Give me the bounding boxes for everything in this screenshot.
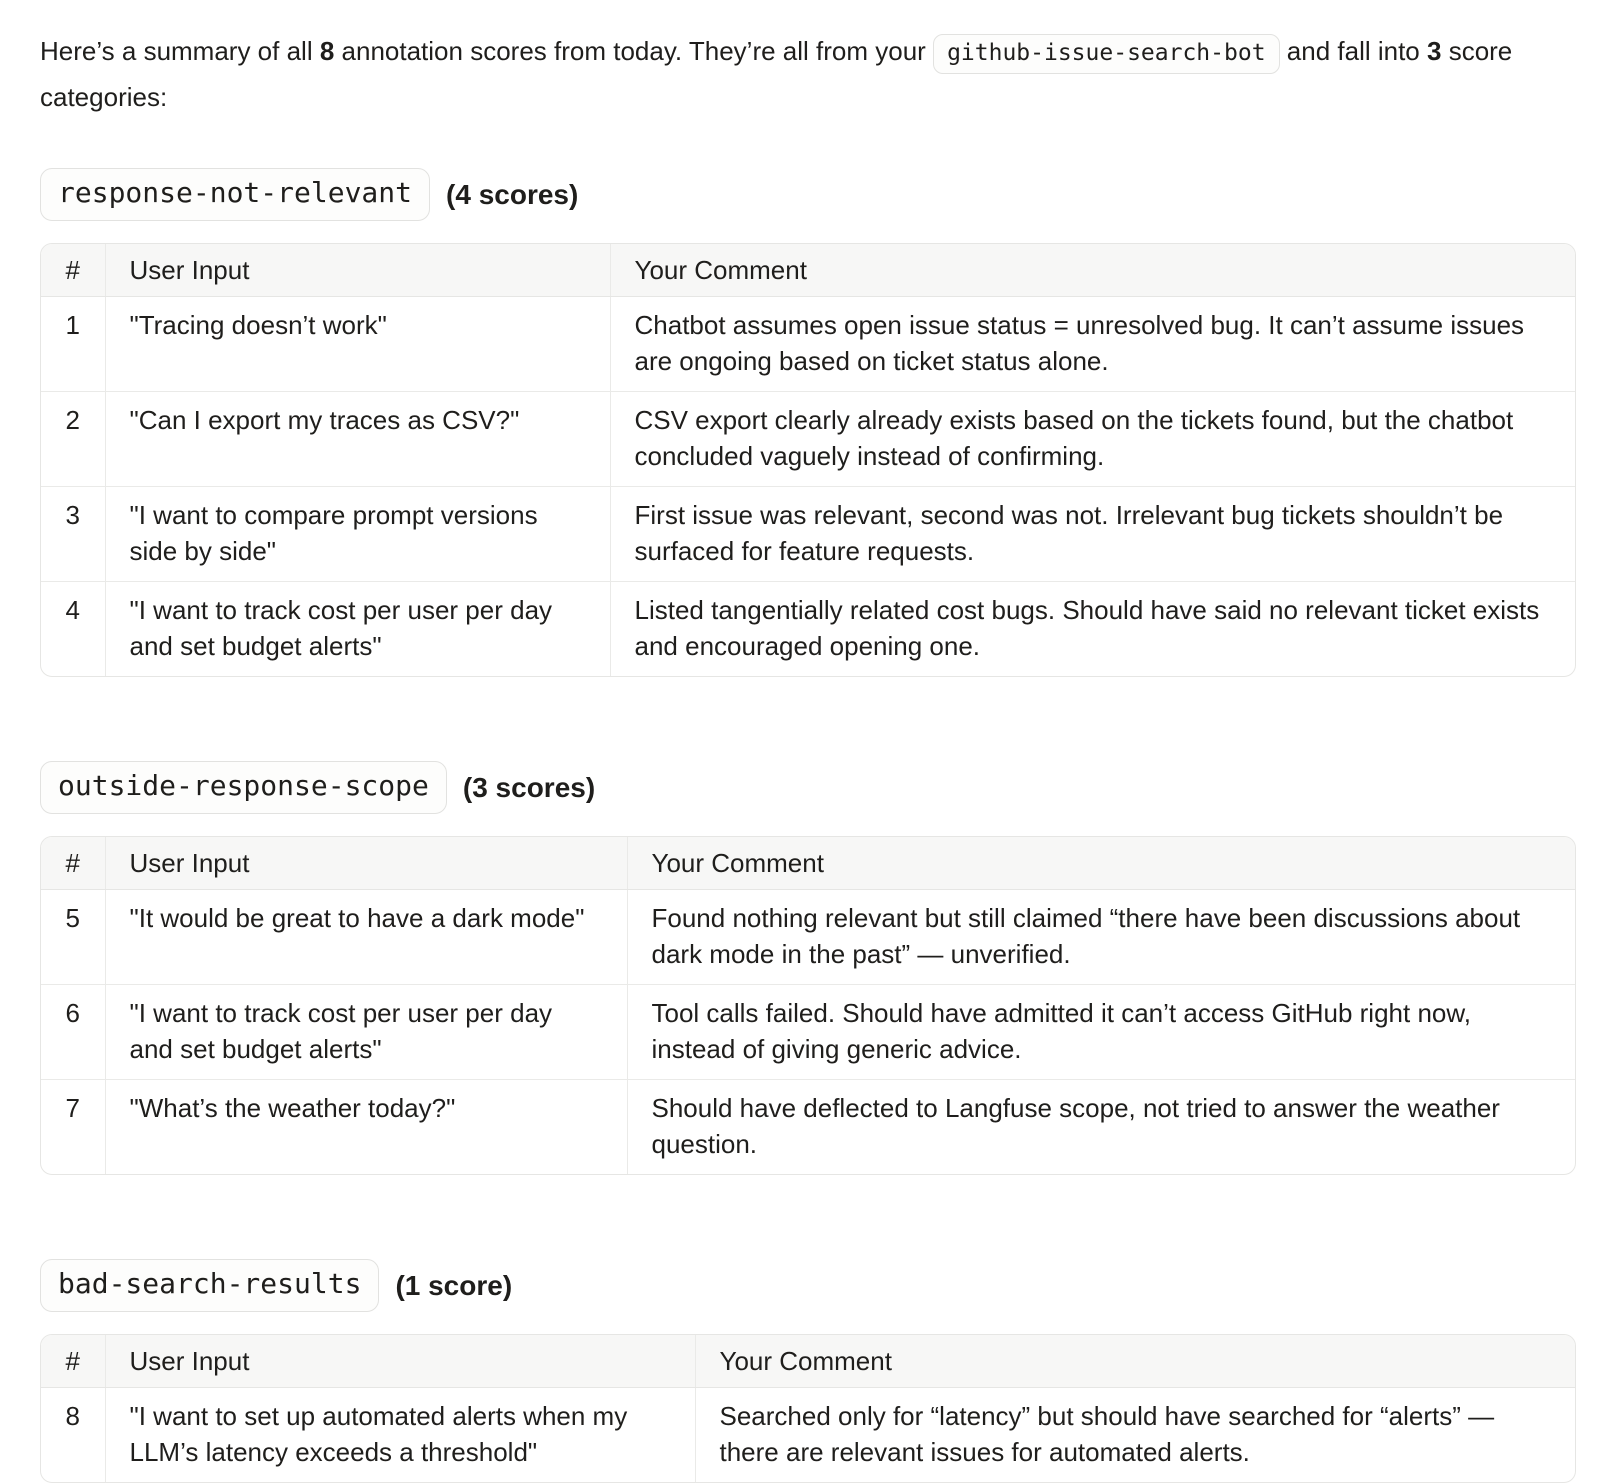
intro-text: Here’s a summary of all — [40, 36, 320, 66]
table-row — [41, 1080, 1575, 1175]
col-header-user-input: User Input — [105, 1335, 695, 1388]
table-row — [41, 487, 1575, 582]
section-heading — [40, 1259, 1576, 1312]
scores-table — [40, 1334, 1576, 1483]
comment-cell: First issue was relevant, second was not. Irrelevant bug tickets shouldn’t be surfaced for feature requests. — [610, 487, 1575, 582]
table-row — [41, 392, 1575, 487]
user-input-cell: "I want to track cost per user per day and set budget alerts" — [105, 582, 610, 677]
row-number-cell: 5 — [65, 903, 80, 933]
col-header-your-comment: Your Comment — [695, 1335, 1575, 1388]
intro-text: and fall into — [1279, 36, 1427, 66]
col-header-your-comment: Your Comment — [610, 244, 1575, 297]
score-category-section-response-not-relevant — [40, 168, 1576, 677]
table-header-row — [41, 244, 1575, 297]
row-number-cell: 8 — [65, 1401, 80, 1431]
table-row — [41, 985, 1575, 1080]
total-scores-count: 8 — [319, 36, 335, 66]
category-badge: bad-search-results — [40, 1259, 379, 1312]
row-number-cell: 6 — [41, 985, 105, 1080]
row-number-cell: 7 — [41, 1080, 105, 1175]
section-heading — [40, 168, 1576, 221]
user-input-cell: "I want to set up automated alerts when my LLM’s latency exceeds a threshold" — [105, 1388, 695, 1483]
comment-cell: Found nothing relevant but still claimed “there have been discussions about dark mode in the past” — unverified. — [627, 890, 1575, 985]
col-header-user-input: User Input — [105, 244, 610, 297]
score-category-section-outside-response-scope — [40, 761, 1576, 1175]
row-number-cell: 4 — [41, 582, 105, 677]
comment-cell: Tool calls failed. Should have admitted it can’t access GitHub right now, instead of giving generic advice. — [627, 985, 1575, 1080]
col-header-user-input: User Input — [105, 837, 627, 890]
user-input-cell: "What’s the weather today?" — [105, 1080, 627, 1175]
table-row — [41, 297, 1575, 392]
user-input-cell: "It would be great to have a dark mode" — [105, 890, 627, 985]
col-header-your-comment: Your Comment — [627, 837, 1575, 890]
intro-text: score categories: — [40, 36, 1513, 112]
user-input-cell: "I want to compare prompt versions side by side" — [105, 487, 610, 582]
bot-name-code-badge: github-issue-search-bot — [933, 34, 1280, 74]
category-count: 3 — [1427, 36, 1442, 66]
comment-cell: Listed tangentially related cost bugs. Should have said no relevant ticket exists and encouraged opening one. — [610, 582, 1575, 677]
intro-paragraph — [40, 28, 1550, 120]
row-number-cell: 2 — [41, 392, 105, 487]
score-category-section-bad-search-results — [40, 1259, 1576, 1483]
comment-cell: Chatbot assumes open issue status = unresolved bug. It can’t assume issues are ongoing based on ticket status alone. — [610, 297, 1575, 392]
col-header-number: # — [41, 837, 105, 890]
scores-table — [40, 243, 1576, 677]
col-header-number: # — [41, 1335, 105, 1388]
table-row — [41, 890, 1575, 985]
table-header-row — [41, 837, 1575, 890]
user-input-cell: "I want to track cost per user per day and set budget alerts" — [105, 985, 627, 1080]
annotation-summary-report — [40, 28, 1576, 1483]
score-count-label: (1 score) — [395, 1269, 513, 1301]
comment-cell: Searched only for “latency” but should have searched for “alerts” — there are relevant issues for automated alerts. — [695, 1388, 1575, 1483]
score-count-label: (3 scores) — [462, 771, 596, 803]
scores-table — [40, 836, 1576, 1175]
category-badge: response-not-relevant — [40, 168, 430, 221]
section-heading — [40, 761, 1576, 814]
user-input-cell: "Can I export my traces as CSV?" — [105, 392, 610, 487]
row-number-cell: 3 — [41, 487, 105, 582]
intro-text: annotation scores from today. They’re all from your — [334, 36, 934, 66]
score-count-label: (4 scores) — [446, 178, 579, 210]
category-badge: outside-response-scope — [40, 761, 447, 814]
table-row — [41, 1388, 1575, 1483]
table-header-row — [41, 1335, 1575, 1388]
comment-cell: Should have deflected to Langfuse scope, not tried to answer the weather question. — [627, 1080, 1575, 1175]
comment-cell: CSV export clearly already exists based on the tickets found, but the chatbot concluded vaguely instead of confirming. — [610, 392, 1575, 487]
col-header-number: # — [41, 244, 105, 297]
row-number-cell: 1 — [65, 310, 80, 340]
user-input-cell: "Tracing doesn’t work" — [105, 297, 610, 392]
table-row — [41, 582, 1575, 677]
